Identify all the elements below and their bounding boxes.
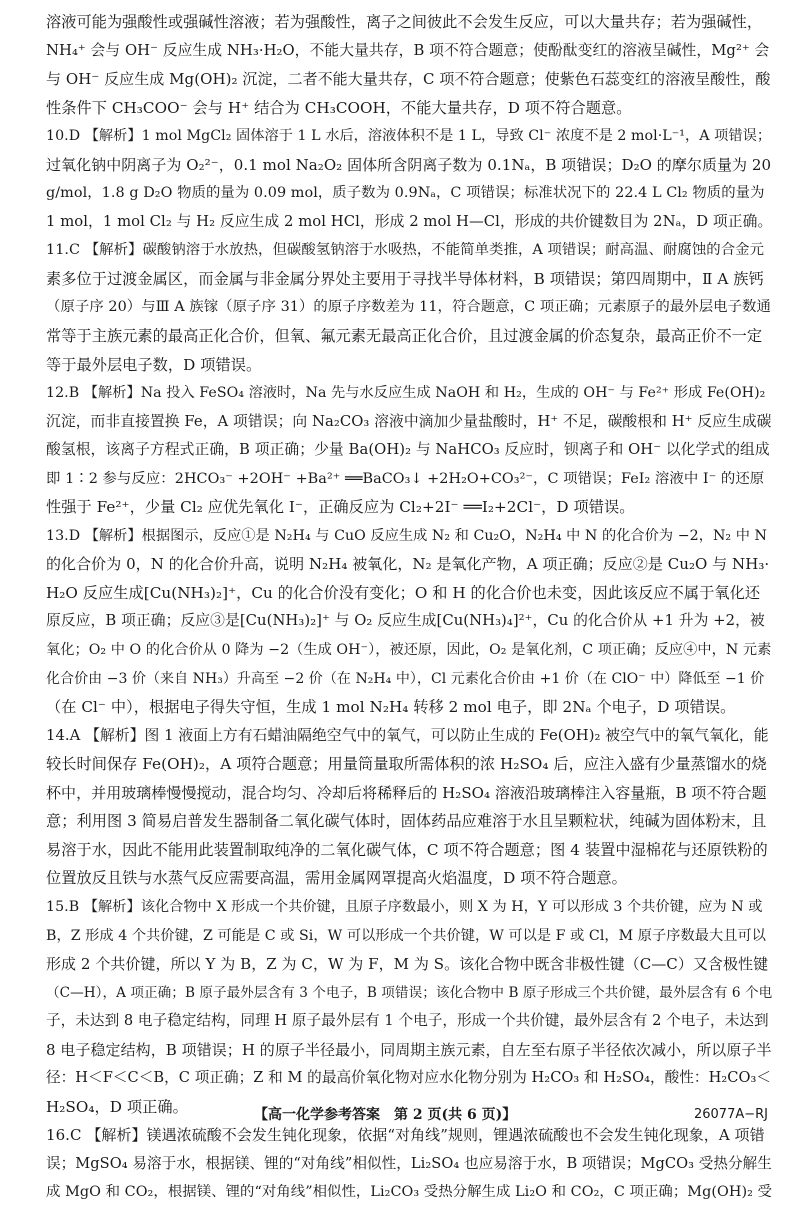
text-line: （原子序 20）与Ⅲ A 族镓（原子序 31）的原子序数差为 11，符合题意，C 项正确；元素原子的最外层电子数通 — [46, 299, 771, 316]
text-line: 子，未达到 8 电子稳定结构，同理 H 原子最外层有 1 个电子，形成一个共价键，最外层含有 2 个电子，未达到 — [46, 1012, 769, 1030]
text-line: （C—H），A 项正确；B 原子最外层含有 3 个电子，B 项错误；该化合物中 B 原子形成三个共价键，最外层含有 6 个电 — [46, 984, 773, 1001]
text-line: 即 1∶2 参与反应：2HCO₃⁻ +2OH⁻ +Ba²⁺ ══BaCO₃↓ +2H₂O+CO₃²⁻，C 项错误；FeI₂ 溶液中 I⁻ 的还原 — [46, 470, 765, 487]
text-line: 8 电子稳定结构，B 项错误；H 的原子半径最小，同周期主族元素，自左至右原子半径依次减小，所以原子半 — [46, 1040, 772, 1059]
answer-item-first-line: 16.C 【解析】镁遇浓硫酸不会发生钝化现象，依据“对角线”规则，锂遇浓硫酸也不会发生钝化现象，A 项错 — [46, 1126, 765, 1145]
text-line: 1 mol，1 mol Cl₂ 与 H₂ 反应生成 2 mol HCl，形成 2 mol H—Cl，形成的共价键数目为 2Nₐ，D 项正确。 — [46, 212, 773, 230]
footer-code: 26077A−RJ — [693, 1107, 768, 1122]
answer-item-first-line: 12.B 【解析】Na 投入 FeSO₄ 溶液时，Na 先与水反应生成 NaOH 和 H₂，生成的 OH⁻ 与 Fe²⁺ 形成 Fe(OH)₂ — [46, 385, 766, 402]
text-line: NH₄⁺ 会与 OH⁻ 反应生成 NH₃·H₂O，不能大量共存，B 项不符合题意；使酚酞变红的溶液呈碱性，Mg²⁺ 会 — [46, 41, 770, 59]
text-line: （在 Cl⁻ 中），根据电子得失守恒，生成 1 mol N₂H₄ 转移 2 mol 电子，即 2Nₐ 个电子，D 项错误。 — [46, 698, 736, 717]
text-line: H₂SO₄，D 项正确。 — [46, 1097, 188, 1116]
text-line: 酸氢根，该离子方程式正确，B 项正确；少量 Ba(OH)₂ 与 NaHCO₃ 反应时，钡离子和 OH⁻ 以化学式的组成 — [46, 441, 770, 459]
text-line: 较长时间保存 Fe(OH)₂，A 项符合题意；用量筒量取所需体积的浓 H₂SO₄ 后，应注入盛有少量蒸馏水的烧 — [46, 755, 767, 774]
text-line: 氧化；O₂ 中 O 的化合价从 0 降为 −2（生成 OH⁻），被还原，因此，O₂ 是氧化剂，C 项正确；反应④中，N 元素 — [46, 642, 772, 659]
answer-item-first-line: 11.C 【解析】碳酸钠溶于水放热，但碳酸氢钠溶于水吸热，不能简单类推，A 项错误；耐高温、耐腐蚀的合金元 — [46, 242, 765, 259]
text-line: 易溶于水，因此不能用此装置制取纯净的二氧化碳气体，C 项不符合题意；图 4 装置中湿棉花与还原铁粉的 — [46, 840, 768, 859]
text-line: 性条件下 CH₃COO⁻ 会与 H⁺ 结合为 CH₃COOH，不能大量共存，D 项不符合题意。 — [46, 98, 632, 117]
text-line: 溶液可能为强酸性或强碱性溶液；若为强酸性，离子之间彼此不会发生反应，可以大量共存；若为强碱性， — [46, 13, 763, 31]
text-line: 性强于 Fe²⁺，少量 Cl₂ 应优先氧化 I⁻，正确反应为 Cl₂+2I⁻ ══I₂+2Cl⁻，D 项错误。 — [46, 498, 635, 517]
text-line: 径：H＜F＜C＜B，C 项正确；Z 和 M 的最高价氧化物对应水化物分别为 H₂CO₃ 和 H₂SO₄，酸性：H₂CO₃＜ — [46, 1069, 772, 1087]
text-line: 误；MgSO₄ 易溶于水，根据镁、锂的“对角线”相似性，Li₂SO₄ 也应易溶于水，B 项错误；MgCO₃ 受热分解生 — [46, 1154, 772, 1172]
text-line: 素多位于过渡金属区，而金属与非金属分界处主要用于寻找半导体材料，B 项错误；第四周期中，Ⅱ A 族钙 — [46, 269, 764, 288]
answer-item-first-line: 13.D 【解析】根据图示，反应①是 N₂H₄ 与 CuO 反应生成 N₂ 和 Cu₂O，N₂H₄ 中 N 的化合价为 −2，N₂ 中 N — [46, 527, 767, 544]
text-line: H₂O 反应生成[Cu(NH₃)₂]⁺，Cu 的化合价没有变化；O 和 H 的化合价也未变，因此该反应不属于氧化还 — [46, 583, 761, 602]
text-line: 杯中，并用玻璃棒慢慢搅动，混合均匀、冷却后将稀释后的 H₂SO₄ 溶液沿玻璃棒注入容量瓶，B 项不符合题 — [46, 783, 767, 802]
text-line: 位置放反且铁与水蒸气反应需要高温，需用金属网罩提高火焰温度，D 项不符合题意。 — [46, 869, 627, 888]
text-line: 成 MgO 和 CO₂，根据镁、锂的“对角线”相似性，Li₂CO₃ 受热分解生成 Li₂O 和 CO₂，C 项正确；Mg(OH)₂ 受 — [46, 1184, 772, 1201]
text-line: 沉淀，而非直接置换 Fe，A 项错误；向 Na₂CO₃ 溶液中滴加少量盐酸时，H⁺ 不足，碳酸根和 H⁺ 反应生成碳 — [46, 412, 772, 430]
text-line: B，Z 形成 4 个共价键，Z 可能是 C 或 Si，W 可以形成一个共价键，W 可以是 F 或 Cl，M 原子序数最大且可以 — [46, 927, 766, 944]
answer-item-first-line: 14.A 【解析】图 1 液面上方有石蜡油隔绝空气中的氧气，可以防止生成的 Fe(OH)₂ 被空气中的氧气氧化，能 — [46, 726, 769, 744]
text-line: 等于最外层电子数，D 项错误。 — [46, 355, 262, 374]
answer-item-first-line: 15.B 【解析】该化合物中 X 形成一个共价键，且原子序数最小，则 X 为 H，Y 可以形成 3 个共价键，应为 N 或 — [46, 898, 763, 915]
text-line: 意；利用图 3 简易启普发生器制备二氧化碳气体时，固体药品应难溶于水且呈颗粒状，纯碱为固体粉末，且 — [46, 812, 767, 831]
text-line: 化合价由 −3 价（来自 NH₃）升高至 −2 价（在 N₂H₄ 中），Cl 元素化合价由 +1 价（在 ClO⁻ 中）降低至 −1 价 — [46, 670, 765, 687]
text-line: 与 OH⁻ 反应生成 Mg(OH)₂ 沉淀，二者不能大量共存，C 项不符合题意；使紫色石蕊变红的溶液呈酸性，酸 — [46, 70, 771, 89]
text-line: 形成 2 个共价键，所以 Y 为 B，Z 为 C，W 为 F，M 为 S。该化合物中既含非极性键（C—C）又含极性键 — [46, 955, 769, 974]
text-line: g/mol，1.8 g D₂O 物质的量为 0.09 mol，质子数为 0.9Nₐ，C 项错误；标准状况下的 22.4 L Cl₂ 物质的量为 — [46, 185, 765, 202]
answer-item-first-line: 10.D 【解析】1 mol MgCl₂ 固体溶于 1 L 水后，溶液体积不是 1 L，导致 Cl⁻ 浓度不是 2 mol·L⁻¹，A 项错误； — [46, 128, 772, 145]
answer-text-body — [34, 8, 772, 1207]
footer-title: 【高一化学参考答案 第 2 页(共 6 页)】 — [254, 1107, 517, 1123]
page-footer — [34, 1104, 772, 1126]
text-line: 的化合价为 0，N 的化合价升高，说明 N₂H₄ 被氧化，N₂ 是氧化产物，A 项正确；反应②是 Cu₂O 与 NH₃· — [46, 555, 770, 574]
text-line: 原反应，B 项正确；反应③是[Cu(NH₃)₂]⁺ 与 O₂ 反应生成[Cu(NH₃)₄]²⁺，Cu 的化合价从 +1 升为 +2，被 — [46, 612, 765, 630]
text-line: 常等于主族元素的最高正化合价，但氧、氟元素无最高正化合价，且过渡金属的价态复杂，最高正价不一定 — [46, 327, 763, 346]
text-line: 过氧化钠中阴离子为 O₂²⁻，0.1 mol Na₂O₂ 固体所含阴离子数为 0.1Nₐ，B 项错误；D₂O 的摩尔质量为 20 — [46, 155, 772, 174]
